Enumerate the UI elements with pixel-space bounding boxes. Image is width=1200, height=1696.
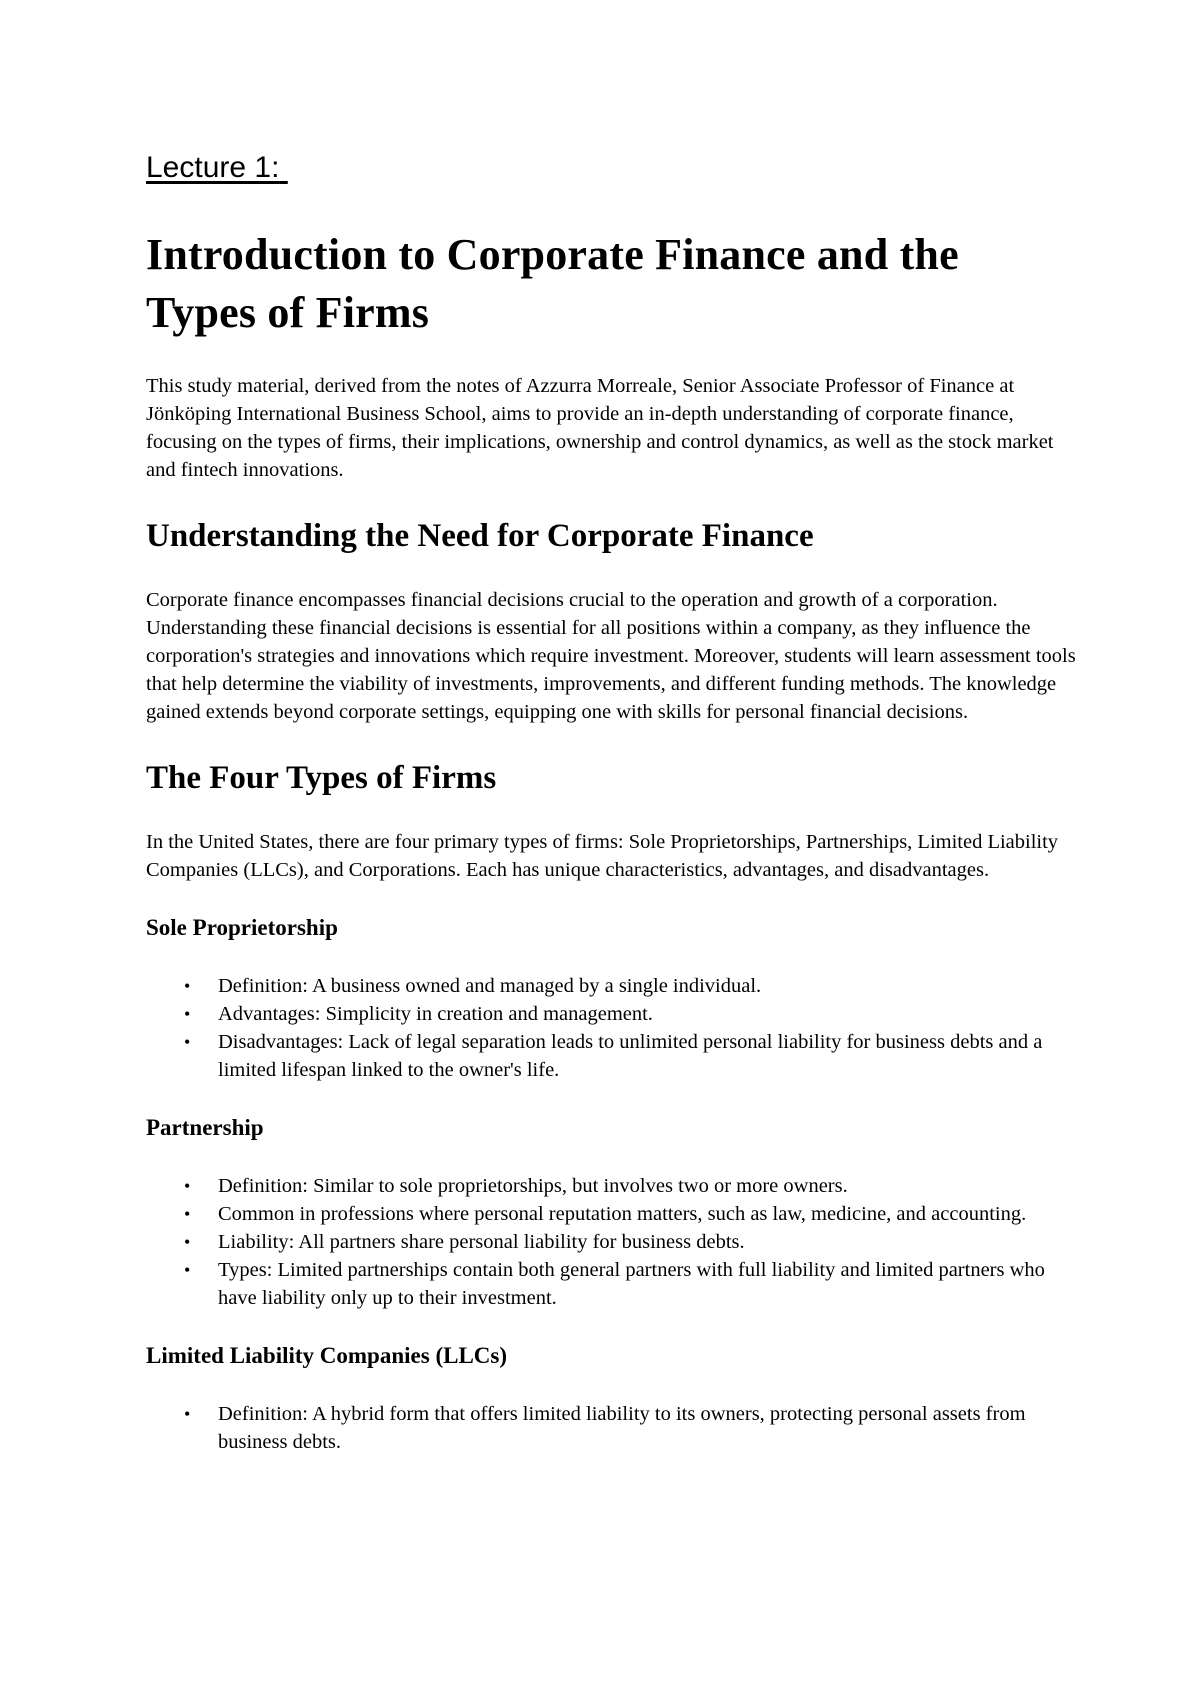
- partnership-list: [146, 1172, 1086, 1312]
- list-item: • Common in professions where personal reputation matters, such as law, medicine, and accounting.: [146, 1200, 1086, 1228]
- document-title-line-2: Types of Firms: [146, 288, 430, 337]
- list-item: • Disadvantages: Lack of legal separation leads to unlimited personal liability for business debts and a limited lifespan linked to the owner's life.: [146, 1028, 1086, 1084]
- subheading-partnership: Partnership: [146, 1115, 264, 1140]
- section-heading-four-types-of-firms: The Four Types of Firms: [146, 760, 497, 796]
- bullet-icon: •: [184, 1004, 191, 1024]
- lecture-label: Lecture 1:: [146, 151, 280, 184]
- four-types-paragraph: In the United States, there are four primary types of firms: Sole Proprietorships, Partnerships, Limited Liability Companies (LLCs), and Corporations. Each has unique characteristics, advantages, and disadvantages.: [146, 831, 1059, 881]
- list-item: • Types: Limited partnerships contain both general partners with full liability and limited partners who have liability only up to their investment.: [146, 1256, 1086, 1312]
- need-paragraph: Corporate finance encompasses financial decisions crucial to the operation and growth of a corporation. Understanding these financial decisions is essential for all positions within a company, as they influence the corporation's strategies and innovations which require investment. Moreover, students will learn assessment tools that help determine the viability of investments, improvements, and different funding methods. The knowledge gained extends beyond corporate settings, equipping one with skills for personal financial decisions.: [146, 589, 1076, 723]
- subheading-llc: Limited Liability Companies (LLCs): [146, 1343, 508, 1368]
- bullet-icon: •: [184, 1204, 191, 1224]
- bullet-icon: •: [184, 1032, 191, 1052]
- llc-list: [146, 1400, 1086, 1456]
- bullet-icon: •: [184, 1232, 191, 1252]
- document-page: [146, 150, 1086, 1456]
- bullet-icon: •: [184, 976, 191, 996]
- list-item: • Definition: A hybrid form that offers limited liability to its owners, protecting personal assets from business debts.: [146, 1400, 1086, 1456]
- bullet-icon: •: [184, 1260, 191, 1280]
- bullet-icon: •: [184, 1404, 191, 1424]
- document-title-line-1: Introduction to Corporate Finance and the: [146, 230, 959, 279]
- list-item: • Liability: All partners share personal liability for business debts.: [146, 1228, 1086, 1256]
- subheading-sole-proprietorship: Sole Proprietorship: [146, 915, 338, 940]
- intro-paragraph: This study material, derived from the notes of Azzurra Morreale, Senior Associate Professor of Finance at Jönköping International Business School, aims to provide an in-depth understanding of corporate finance, focusing on the types of firms, their implications, ownership and control dynamics, as well as the stock market and fintech innovations.: [146, 375, 1054, 481]
- bullet-icon: •: [184, 1176, 191, 1196]
- list-item: • Definition: Similar to sole proprietorships, but involves two or more owners.: [146, 1172, 1086, 1200]
- list-item: • Definition: A business owned and managed by a single individual.: [146, 972, 1086, 1000]
- sole-proprietorship-list: [146, 972, 1086, 1084]
- section-heading-need-for-corporate-finance: Understanding the Need for Corporate Finance: [146, 518, 814, 554]
- document-title: [146, 226, 1086, 342]
- list-item: • Advantages: Simplicity in creation and management.: [146, 1000, 1086, 1028]
